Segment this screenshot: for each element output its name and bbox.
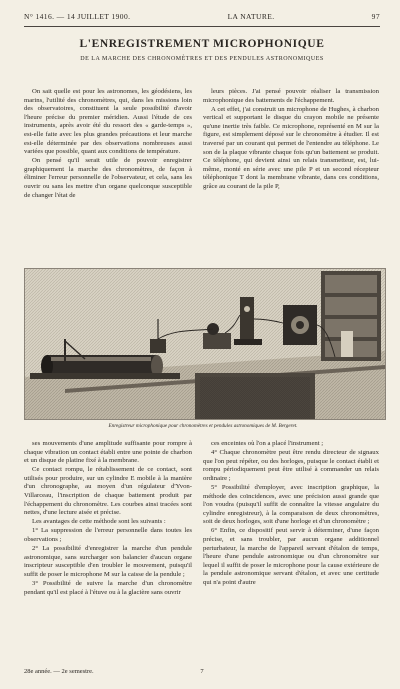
paragraph: Ce contact rompu, le rétablissement de ce contact, sont utilisés pour produire, sur un cylindre E mobile à la manière d'un chronographe, au moyen d'un régulateur d'Yvon-Villarceau, l'inscription de chaque battement produit par l'échappement du chronomètre. Les courbes ainsi tracées sont nettes, d'une lecture aisée et précise. (24, 466, 192, 517)
paragraph: ces enceintes où l'on a placé l'instrument ; (211, 440, 324, 447)
paragraph: On sait quelle est pour les astronomes, les géodésiens, les marins, l'utilité des chronomètres, qui, dans les missions loin des observatoires, constituent la seule possibilité d'avoir l'heure précise du premier méridien. Aussi l'étude de ces instruments, après avoir été du ressort des « garde-temps », est-elle faite avec les plus grandes précautions et leur marche est-elle déterminée par des observations nombreuses aussi variées que possible, quant aux conditions de température. (24, 88, 192, 156)
journal-name: LA NATURE. (227, 11, 275, 21)
figure-caption: Enregistreur microphonique pour chronomètres et pendules astronomiques de M. Bergeret. (108, 423, 298, 429)
running-header (24, 6, 380, 27)
article-subtitle: DE LA MARCHE DES CHRONOMÈTRES ET DES PENDULES ASTRONOMIQUES (80, 56, 324, 62)
apparatus-engraving (24, 268, 386, 420)
paragraph: Les avantages de cette méthode sont les suivants : (32, 518, 166, 526)
article-title: L'ENREGISTREMENT MICROPHONIQUE (79, 38, 325, 50)
column-bottom-left (24, 440, 192, 655)
paragraph: 6° Enfin, ce dispositif peut servir à déterminer, d'une façon précise, et sans troubler, par aucun organe additionnel perturbateur, la marche de l'appareil servant d'étalon de temps, l'heure d'une pendule astronomique ou d'un chronomètre sur lequel il suffit de poser le microphone pour la cause extérieure de la pendule astronomique servant d'étalon, et avec une certitude qui n'a point d'autre (203, 527, 379, 586)
issue-number: N° 1416. — 14 JUILLET 1900. (24, 11, 131, 21)
paragraph: 3° Possibilité de suivre la marche d'un chronomètre pendant qu'il est placé à l'étuve ou à la glacière sans ouvrir (24, 580, 192, 596)
paragraph: On pensé qu'il serait utile de pouvoir enregistrer graphiquement la marche des chronomètres, de façon à éliminer l'erreur personnelle de l'observateur, et cela, sans les ouvrir ou sans les mettre d'un organe quelconque susceptible de changer l'état de (24, 157, 192, 199)
paragraph: A cet effet, j'ai construit un microphone de Hughes, à charbon vertical et supportant le disque du crayon mobile ne présente qu'une inertie très faible. Ce microphone, représenté en M sur la figure, est simplement déposé sur le chronomètre à étudier. Il est traversé par un courant qui permet de l'entendre au téléphone. Le son de la plaque vibrante chaque fois qu'un battement se produit. Ce téléphone, qui devient ainsi un relais transmetteur, est, lui-même, monté en série avec une pile P et un second récepteur téléphonique T dont la membrane vibrante, dans ces conditions, grâce au courant de la pile P, (203, 105, 379, 191)
page-footer (24, 665, 380, 677)
paragraph: ses mouvements d'une amplitude suffisante pour rompre à chaque vibration un contact établi entre une pointe de charbon et un disque de platine fixé à la membrane. (24, 440, 192, 465)
page-number: 97 (371, 11, 380, 21)
column-bottom-right (203, 440, 379, 655)
paragraph: 1° La suppression de l'erreur personnelle dans toutes les observations ; (24, 527, 192, 544)
paragraph: 2° La possibilité d'enregistrer la marche d'un pendule astronomique, sans surcharger son balancier d'aucun organe inscripteur susceptible d'en troubler le mouvement, puisqu'il suffit de poser le microphone M sur la caisse de la pendule ; (24, 545, 192, 578)
column-top-left (24, 88, 192, 258)
signature-mark: 7 (200, 667, 204, 675)
volume-label: 28e année. — 2e semestre. (24, 667, 94, 675)
paragraph: leurs pièces. J'ai pensé pouvoir réaliser la transmission microphonique des battements de l'échappement. (203, 88, 379, 104)
paragraph: 4° Chaque chronomètre peut être rendu directeur de signaux que l'on peut répéter, ou des horloges, puisque le contact établi et rompu périodiquement peut être utilisé à commander un relais ordinaire ; (203, 449, 379, 482)
paragraph: 5° Possibilité d'employer, avec inscription graphique, la méthode des coïncidences, avec une précision aussi grande que l'on voudra (puisqu'il suffit de connaître la vitesse angulaire du cylindre enregistreur), à la comparaison de deux chronomètres, soit de deux horloges, soit d'une horloge et d'un chronomètre ; (203, 483, 379, 526)
engraving-illustration (25, 269, 385, 419)
column-top-right (203, 88, 379, 258)
